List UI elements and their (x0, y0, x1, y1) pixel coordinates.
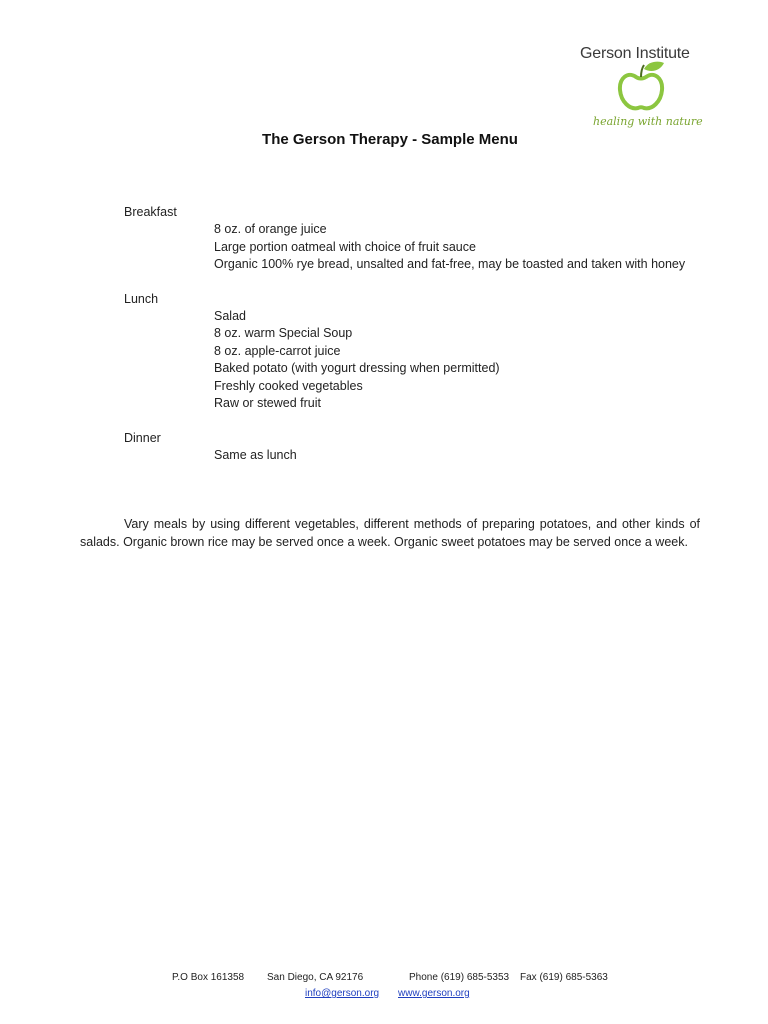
footer-email-link[interactable]: info@gerson.org (305, 988, 380, 999)
lunch-item: Freshly cooked vegetables (214, 379, 363, 393)
lunch-item: 8 oz. apple-carrot juice (214, 344, 341, 358)
logo-name: Gerson Institute (580, 45, 690, 62)
gerson-logo (576, 40, 708, 136)
footer-phone: Phone (619) 685-5353 (409, 972, 510, 983)
lunch-item: Raw or stewed fruit (214, 396, 321, 410)
breakfast-label: Breakfast (124, 205, 177, 219)
footer-fax: Fax (619) 685-5363 (520, 972, 608, 983)
lunch-item: Salad (214, 309, 246, 323)
menu-note: Vary meals by using different vegetables, different methods of preparing potatoes, and other kinds of salads. Organic brown rice may be served once a week. Organic sweet potatoes may be served once a week. (80, 517, 700, 549)
footer-po-box: P.O Box 161358 (172, 972, 245, 983)
logo-tagline: healing with nature (593, 115, 703, 128)
footer-city: San Diego, CA 92176 (267, 972, 364, 983)
lunch-item: Baked potato (with yogurt dressing when permitted) (214, 361, 500, 375)
breakfast-item: 8 oz. of orange juice (214, 222, 327, 236)
breakfast-item: Organic 100% rye bread, unsalted and fat-free, may be toasted and taken with honey (214, 257, 686, 271)
footer-website-link[interactable]: www.gerson.org (398, 988, 470, 999)
lunch-label: Lunch (124, 292, 159, 306)
dinner-item: Same as lunch (214, 448, 297, 462)
apple-icon (614, 60, 668, 114)
page-title: The Gerson Therapy - Sample Menu (262, 131, 518, 148)
lunch-item: 8 oz. warm Special Soup (214, 326, 353, 340)
dinner-label: Dinner (124, 431, 161, 445)
breakfast-item: Large portion oatmeal with choice of fruit sauce (214, 240, 476, 254)
